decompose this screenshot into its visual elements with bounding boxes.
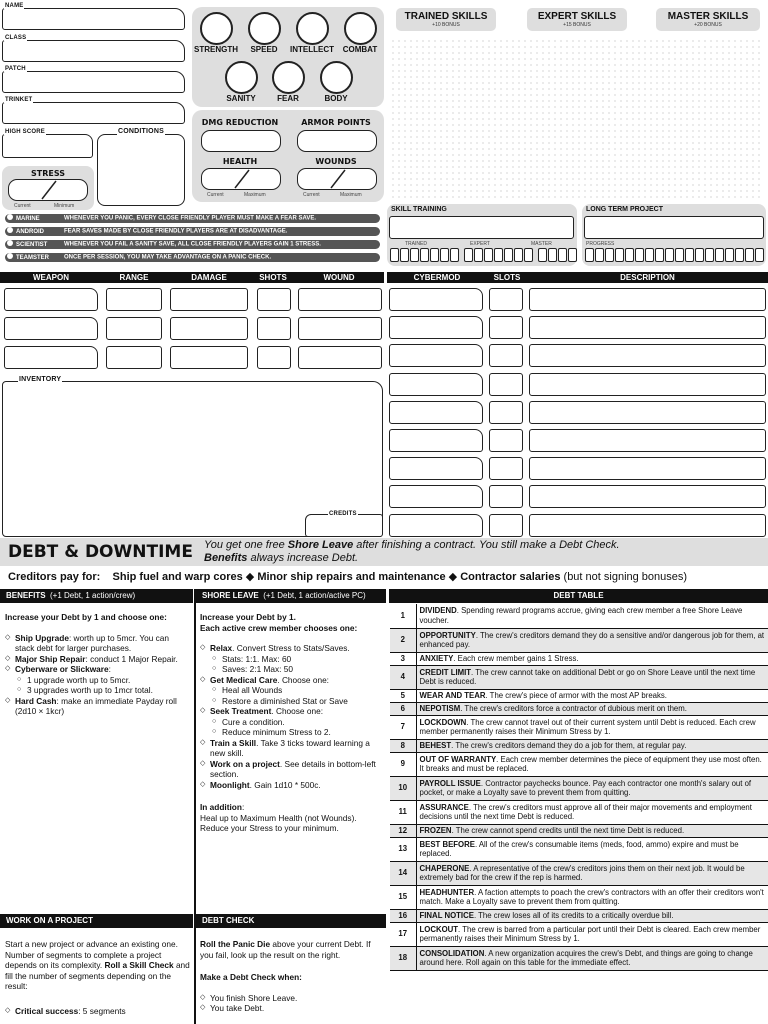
cybermod-name-field[interactable] [389,485,483,508]
skill-tick[interactable] [568,248,577,262]
debt-roll-number: 3 [390,652,416,665]
weapon-shots-field[interactable] [257,317,291,340]
debt-table-row [390,689,768,702]
damage-col: DAMAGE [191,273,227,282]
debt-table-row [390,946,768,970]
debt-roll-number: 16 [390,909,416,922]
debt-roll-number: 15 [390,885,416,909]
combat-input[interactable] [344,12,377,45]
debt-result-title: WEAR AND TEAR [419,690,486,700]
debt-result [416,689,768,702]
debt-result [416,715,768,739]
debt-roll-number: 4 [390,665,416,689]
debt-result [416,604,768,628]
weapon-damage-field[interactable] [170,288,248,311]
debt-table-row [390,628,768,652]
debt-table-row [390,652,768,665]
column-divider [194,589,196,1024]
cybermod-description-field[interactable] [529,457,766,480]
progress-tick[interactable] [675,248,684,262]
weapon-damage-field[interactable] [170,317,248,340]
cybermod-description-field[interactable] [529,401,766,424]
debt-roll-number: 11 [390,800,416,824]
skill-tick[interactable] [538,248,547,262]
cybermod-name-field[interactable] [389,288,483,311]
debt-result-text: . The crew cannot spend credits until the next time Debt is reduced. [451,825,685,835]
trained-skills-tab[interactable]: TRAINED SKILLS +10 BONUS [396,8,496,31]
combat-label: COMBAT [342,45,378,54]
debt-result-title: BEHEST [419,740,452,750]
debt-result-title: OUT OF WARRANTY [419,754,497,764]
debt-result [416,628,768,652]
weapon-damage-field[interactable] [170,346,248,369]
progress-tick[interactable] [635,248,644,262]
debt-result [416,861,768,885]
weapon-range-field[interactable] [106,288,162,311]
debt-result [416,739,768,752]
intellect-label: INTELLECT [290,45,334,54]
cybermod-slots-field[interactable] [489,429,523,452]
speed-input[interactable] [248,12,281,45]
debt-result-text: . The crew cannot take on additional Debt or go on Shore Leave until the next time Debt is reduced. [419,667,756,686]
debt-result-title: CONSOLIDATION [419,948,485,958]
cybermod-name-field[interactable] [389,429,483,452]
class-field[interactable] [2,40,185,62]
skill-training-title: SKILL TRAINING [391,206,447,213]
body-label: BODY [324,94,348,103]
cybermod-col: CYBERMOD [413,273,461,282]
skill-tick[interactable] [390,248,399,262]
credits-label: CREDITS [329,511,357,517]
expert-skills-tab[interactable]: EXPERT SKILLS +15 BONUS [527,8,627,31]
slots-col: SLOTS [493,273,521,282]
long-term-project-title: LONG TERM PROJECT [586,206,664,213]
strength-label: STRENGTH [194,45,238,54]
debt-result-text: . A new organization acquires the crew's Debt, and things are going to change around here. Roll again on this table for the immediate effect. [419,948,753,967]
wounds-divider [297,168,377,190]
weapon-wound-field[interactable] [298,288,382,311]
cybermod-description-field[interactable] [529,288,766,311]
debt-title: DEBT & DOWNTIME [8,542,193,562]
debt-result-title: CHAPERONE [419,863,470,873]
patch-label: PATCH [5,66,26,72]
debt-result-text: . Contractor paychecks bounce. Pay each contractor one month's salary out of pocket, or make a Loyalty save to prevent them from quitting. [419,778,752,797]
skill-training-field[interactable] [389,216,574,239]
skill-tick[interactable] [474,248,483,262]
cybermod-header [387,272,768,283]
cybermod-name-field[interactable] [389,373,483,396]
debt-result-title: OPPORTUNITY [419,630,476,640]
long-term-project-field[interactable] [584,216,764,239]
skill-tick[interactable] [420,248,429,262]
cybermod-slots-field[interactable] [489,288,523,311]
debt-result [416,837,768,861]
wounds-current-label: Current [303,192,320,198]
weapon-wound-field[interactable] [298,346,382,369]
weapon-wound-field[interactable] [298,317,382,340]
progress-tick[interactable] [685,248,694,262]
debt-roll-number: 8 [390,739,416,752]
skill-tick[interactable] [400,248,409,262]
debt-roll-number: 12 [390,824,416,837]
skill-tree-grid [390,38,764,200]
cybermod-slots-field[interactable] [489,457,523,480]
weapon-range-field[interactable] [106,346,162,369]
progress-tick[interactable] [595,248,604,262]
conditions-label: CONDITIONS [118,128,164,135]
weapon-name-field[interactable] [4,346,98,369]
cybermod-description-field[interactable] [529,514,766,537]
trinket-field[interactable] [2,102,185,124]
benefits-body: Increase your Debt by 1 and choose one: ◇ Ship Upgrade: worth up to 5mcr. You can stack debt for larger purchases. ◇ Major Ship Repair: conduct 1 Major Repair. ◇ Cyberware or Slickware: ○ 1 upgrade worth up to 5mcr. ○ 3 upgrades worth up to 1mcr total. ◇ Hard Cash: make an immediate Payday roll (2d10 × 1kcr) [5,612,190,717]
stress-title: STRESS [30,169,65,178]
debt-table-row [390,800,768,824]
debt-result-title: LOCKDOWN [419,717,467,727]
weapon-col: WEAPON [33,273,69,282]
wounds-maximum-label: Maximum [340,192,362,198]
progress-tick[interactable] [735,248,744,262]
dmg-reduction-label: DMG REDUCTION [201,118,279,127]
trinket-label: TRINKET [5,97,33,103]
debt-table-row [390,702,768,715]
debt-result-text: . The crew loses all of its credits to a critically overdue bill. [473,910,674,920]
debt-roll-number: 14 [390,861,416,885]
cybermod-slots-field[interactable] [489,514,523,537]
dmg-reduction-field[interactable] [201,130,281,152]
weapon-range-field[interactable] [106,317,162,340]
debt-result [416,885,768,909]
debt-result-title: FINAL NOTICE [419,910,474,920]
patch-field[interactable] [2,71,185,93]
cybermod-description-field[interactable] [529,316,766,339]
debt-table-row [390,837,768,861]
skill-tick[interactable] [558,248,567,262]
debt-result [416,824,768,837]
debt-table-row [390,824,768,837]
weapon-shots-field[interactable] [257,346,291,369]
expert-label: EXPERT [470,241,490,247]
cybermod-description-field[interactable] [529,373,766,396]
trained-label: TRAINED [405,241,427,247]
health-label: HEALTH [222,157,258,166]
debt-result-text: . A faction attempts to poach the crew's contractors with an offer their creditors won't match. Make a Loyalty save to prevent them from quitting. [419,887,764,906]
debt-result-text: . The crew's piece of armor with the most AP breaks. [485,690,667,700]
debt-table-row [390,885,768,909]
skill-tick[interactable] [464,248,473,262]
progress-tick[interactable] [725,248,734,262]
class-ability-scientist: SCIENTIST WHENEVER YOU FAIL A SANITY SAVE, ALL CLOSE FRIENDLY PLAYERS GAIN 1 STRESS. [5,240,380,249]
debt-result [416,652,768,665]
cybermod-slots-field[interactable] [489,344,523,367]
debt-roll-number: 10 [390,776,416,800]
debt-result-text: . Spending reward programs accrue, giving each crew member a free Shore Leave voucher. [419,606,743,625]
debt-result-title: ANXIETY [419,653,454,663]
description-col: DESCRIPTION [620,273,675,282]
skill-tick[interactable] [514,248,523,262]
debt-result-text: . Each crew member gains 1 Stress. [453,653,579,663]
benefits-header: BENEFITS (+1 Debt, 1 action/crew) [0,589,193,603]
debt-result-text: . A representative of the crew's creditors joins them on their next job. It would be extremely bad for the crew if the rep is harmed. [419,863,745,882]
debt-table-header: DEBT TABLE [389,589,768,603]
work-project-header: WORK ON A PROJECT [0,914,193,928]
debt-table-row [390,715,768,739]
debt-result-text: . The crew's creditors force a contractor of dubious merit on them. [460,703,687,713]
debt-table-row [390,922,768,946]
debt-table-row [390,604,768,628]
fear-input[interactable] [272,61,305,94]
debt-roll-number: 9 [390,752,416,776]
progress-tick[interactable] [695,248,704,262]
name-label: NAME [5,3,24,9]
health-current-label: Current [207,192,224,198]
armor-points-label: ARMOR POINTS [301,118,371,127]
high-score-label: HIGH SCORE [5,129,46,135]
master-label: MASTER [531,241,552,247]
debt-intro: You get one free Shore Leave after finishing a contract. You still make a Debt Check. Benefits always increase Debt. [204,539,620,564]
skill-tick[interactable] [410,248,419,262]
body-input[interactable] [320,61,353,94]
debt-check-body: Roll the Panic Die above your current Debt. If you fail, look up the result on the right. Make a Debt Check when: ◇ You finish Shore Leave. ◇ You take Debt. [200,939,384,1014]
health-maximum-label: Maximum [244,192,266,198]
armor-points-field[interactable] [297,130,377,152]
credits-field[interactable] [305,514,383,537]
debt-table-row [390,861,768,885]
class-ability-android: ANDROID FEAR SAVES MADE BY CLOSE FRIENDLY PLAYERS ARE AT DISADVANTAGE. [5,227,380,236]
debt-roll-number: 13 [390,837,416,861]
debt-roll-number: 2 [390,628,416,652]
name-field[interactable] [2,8,185,30]
conditions-field[interactable] [97,134,185,206]
debt-roll-number: 18 [390,946,416,970]
debt-roll-number: 5 [390,689,416,702]
creditors-line: Creditors pay for: Ship fuel and warp cores ◆ Minor ship repairs and maintenance ◆ Contractor salaries (but not signing bonuses) [8,571,688,583]
cybermod-description-field[interactable] [529,429,766,452]
weapon-name-field[interactable] [4,288,98,311]
wound-col: WOUND [323,273,355,282]
debt-result-text: . All of the crew's consumable items (meds, food, ammo) expire and must be replaced. [419,839,739,858]
debt-table [390,604,768,971]
stress-minimum-label: Minimum [54,203,75,209]
debt-roll-number: 1 [390,604,416,628]
cybermod-description-field[interactable] [529,485,766,508]
debt-result [416,922,768,946]
debt-table-row [390,665,768,689]
debt-check-header: DEBT CHECK [196,914,386,928]
debt-result-title: NEPOTISM [419,703,461,713]
shots-col: SHOTS [259,273,287,282]
debt-roll-number: 7 [390,715,416,739]
cybermod-slots-field[interactable] [489,485,523,508]
speed-label: SPEED [250,45,278,54]
wounds-label: WOUNDS [315,157,357,166]
cybermod-name-field[interactable] [389,316,483,339]
cybermod-name-field[interactable] [389,457,483,480]
skill-tick[interactable] [524,248,533,262]
progress-tick[interactable] [705,248,714,262]
progress-tick[interactable] [645,248,654,262]
inventory-label: INVENTORY [19,376,62,383]
debt-result-title: BEST BEFORE [419,839,475,849]
intellect-input[interactable] [296,12,329,45]
debt-result [416,776,768,800]
skill-tick[interactable] [548,248,557,262]
progress-tick[interactable] [715,248,724,262]
progress-tick[interactable] [665,248,674,262]
weapon-header [0,272,384,283]
weapon-shots-field[interactable] [257,288,291,311]
skill-tick[interactable] [440,248,449,262]
debt-table-row [390,776,768,800]
health-divider [201,168,281,190]
debt-table-row [390,752,768,776]
debt-result-text: . The crew's creditors demand they do a sensitive and/or dangerous job for them, at enhanced pay. [419,630,765,649]
debt-result-title: CREDIT LIMIT [419,667,472,677]
cybermod-slots-field[interactable] [489,401,523,424]
debt-result [416,800,768,824]
debt-result [416,752,768,776]
debt-result-text: . The crew's creditors must approve all of their major movements and employment decisions until the next time Debt is reduced. [419,802,752,821]
skill-tick[interactable] [504,248,513,262]
cybermod-name-field[interactable] [389,401,483,424]
debt-result-text: . The crew cannot travel out of their current system until Debt is reduced. Each crew member permanently raises their Minimum Stress by 1. [419,717,756,736]
class-ability-marine: MARINE WHENEVER YOU PANIC, EVERY CLOSE FRIENDLY PLAYER MUST MAKE A FEAR SAVE. [5,214,380,223]
range-col: RANGE [119,273,149,282]
debt-result [416,702,768,715]
debt-result-title: HEADHUNTER [419,887,475,897]
progress-label: PROGRESS [586,241,615,247]
fear-label: FEAR [277,94,299,103]
debt-result-title: FROZEN [419,825,452,835]
progress-tick[interactable] [585,248,594,262]
sanity-label: SANITY [226,94,256,103]
debt-roll-number: 6 [390,702,416,715]
debt-result [416,909,768,922]
cybermod-name-field[interactable] [389,514,483,537]
cybermod-description-field[interactable] [529,344,766,367]
sanity-input[interactable] [225,61,258,94]
weapon-name-field[interactable] [4,317,98,340]
progress-tick[interactable] [745,248,754,262]
progress-tick[interactable] [605,248,614,262]
debt-table-row [390,739,768,752]
high-score-field[interactable] [2,134,93,158]
shore-leave-header: SHORE LEAVE (+1 Debt, 1 action/active PC) [196,589,386,603]
class-ability-teamster: TEAMSTER ONCE PER SESSION, YOU MAY TAKE ADVANTAGE ON A PANIC CHECK. [5,253,380,262]
class-label: CLASS [5,35,27,41]
shore-leave-body: Increase your Debt by 1. Each active crew member chooses one: ◇ Relax. Convert Stress to Stats/Saves. ○ Stats: 1:1. Max: 60 ○ Saves: 2:1 Max: 50 ◇ Get Medical Care. Choose one: ○ Heal all Wounds ○ Restore a diminished Stat or Save ◇ Seek Treatment. Choose one: ○ Cure a condition. ○ Reduce minimum Stress to 2. ◇ Train a Skill. Take 3 ticks toward learning a new skill. ◇ Work on a project. See details in bottom-left section. ◇ Moonlight. Gain 1d10 * 500c. In addition: Heal up to Maximum Health (not Wounds). Reduce your Stress to your minimum. [200,612,384,834]
skill-tick[interactable] [430,248,439,262]
debt-result-title: DIVIDEND [419,606,457,616]
debt-roll-number: 17 [390,922,416,946]
stress-divider [8,179,88,201]
skill-tick[interactable] [484,248,493,262]
cybermod-name-field[interactable] [389,344,483,367]
progress-tick[interactable] [625,248,634,262]
debt-result [416,946,768,970]
debt-result [416,665,768,689]
debt-result-text: . The crew is barred from a particular port until their Debt is cleared. Each crew member permanently raises their Minimum Stress by 1. [419,924,761,943]
progress-tick[interactable] [615,248,624,262]
cybermod-slots-field[interactable] [489,316,523,339]
debt-result-text: . The crew's creditors demand they do a job for them, at regular pay. [451,740,687,750]
skill-tick[interactable] [450,248,459,262]
progress-tick[interactable] [755,248,764,262]
work-project-body: Start a new project or advance an existing one. Number of segments to complete a project depends on its complexity. Roll a Skill Check and fill the number of segments depending on the result: ◇ Critical success: 5 segments [5,939,190,1016]
master-skills-tab[interactable]: MASTER SKILLS +20 BONUS [656,8,760,31]
debt-result-title: ASSURANCE [419,802,469,812]
stress-current-label: Current [14,203,31,209]
skill-tick[interactable] [494,248,503,262]
strength-input[interactable] [200,12,233,45]
cybermod-slots-field[interactable] [489,373,523,396]
debt-result-text: . Each crew member determines the piece of equipment they use most often. It breaks and must be replaced. [419,754,762,773]
debt-result-title: PAYROLL ISSUE [419,778,481,788]
progress-tick[interactable] [655,248,664,262]
debt-table-row [390,909,768,922]
debt-result-title: LOCKOUT [419,924,459,934]
